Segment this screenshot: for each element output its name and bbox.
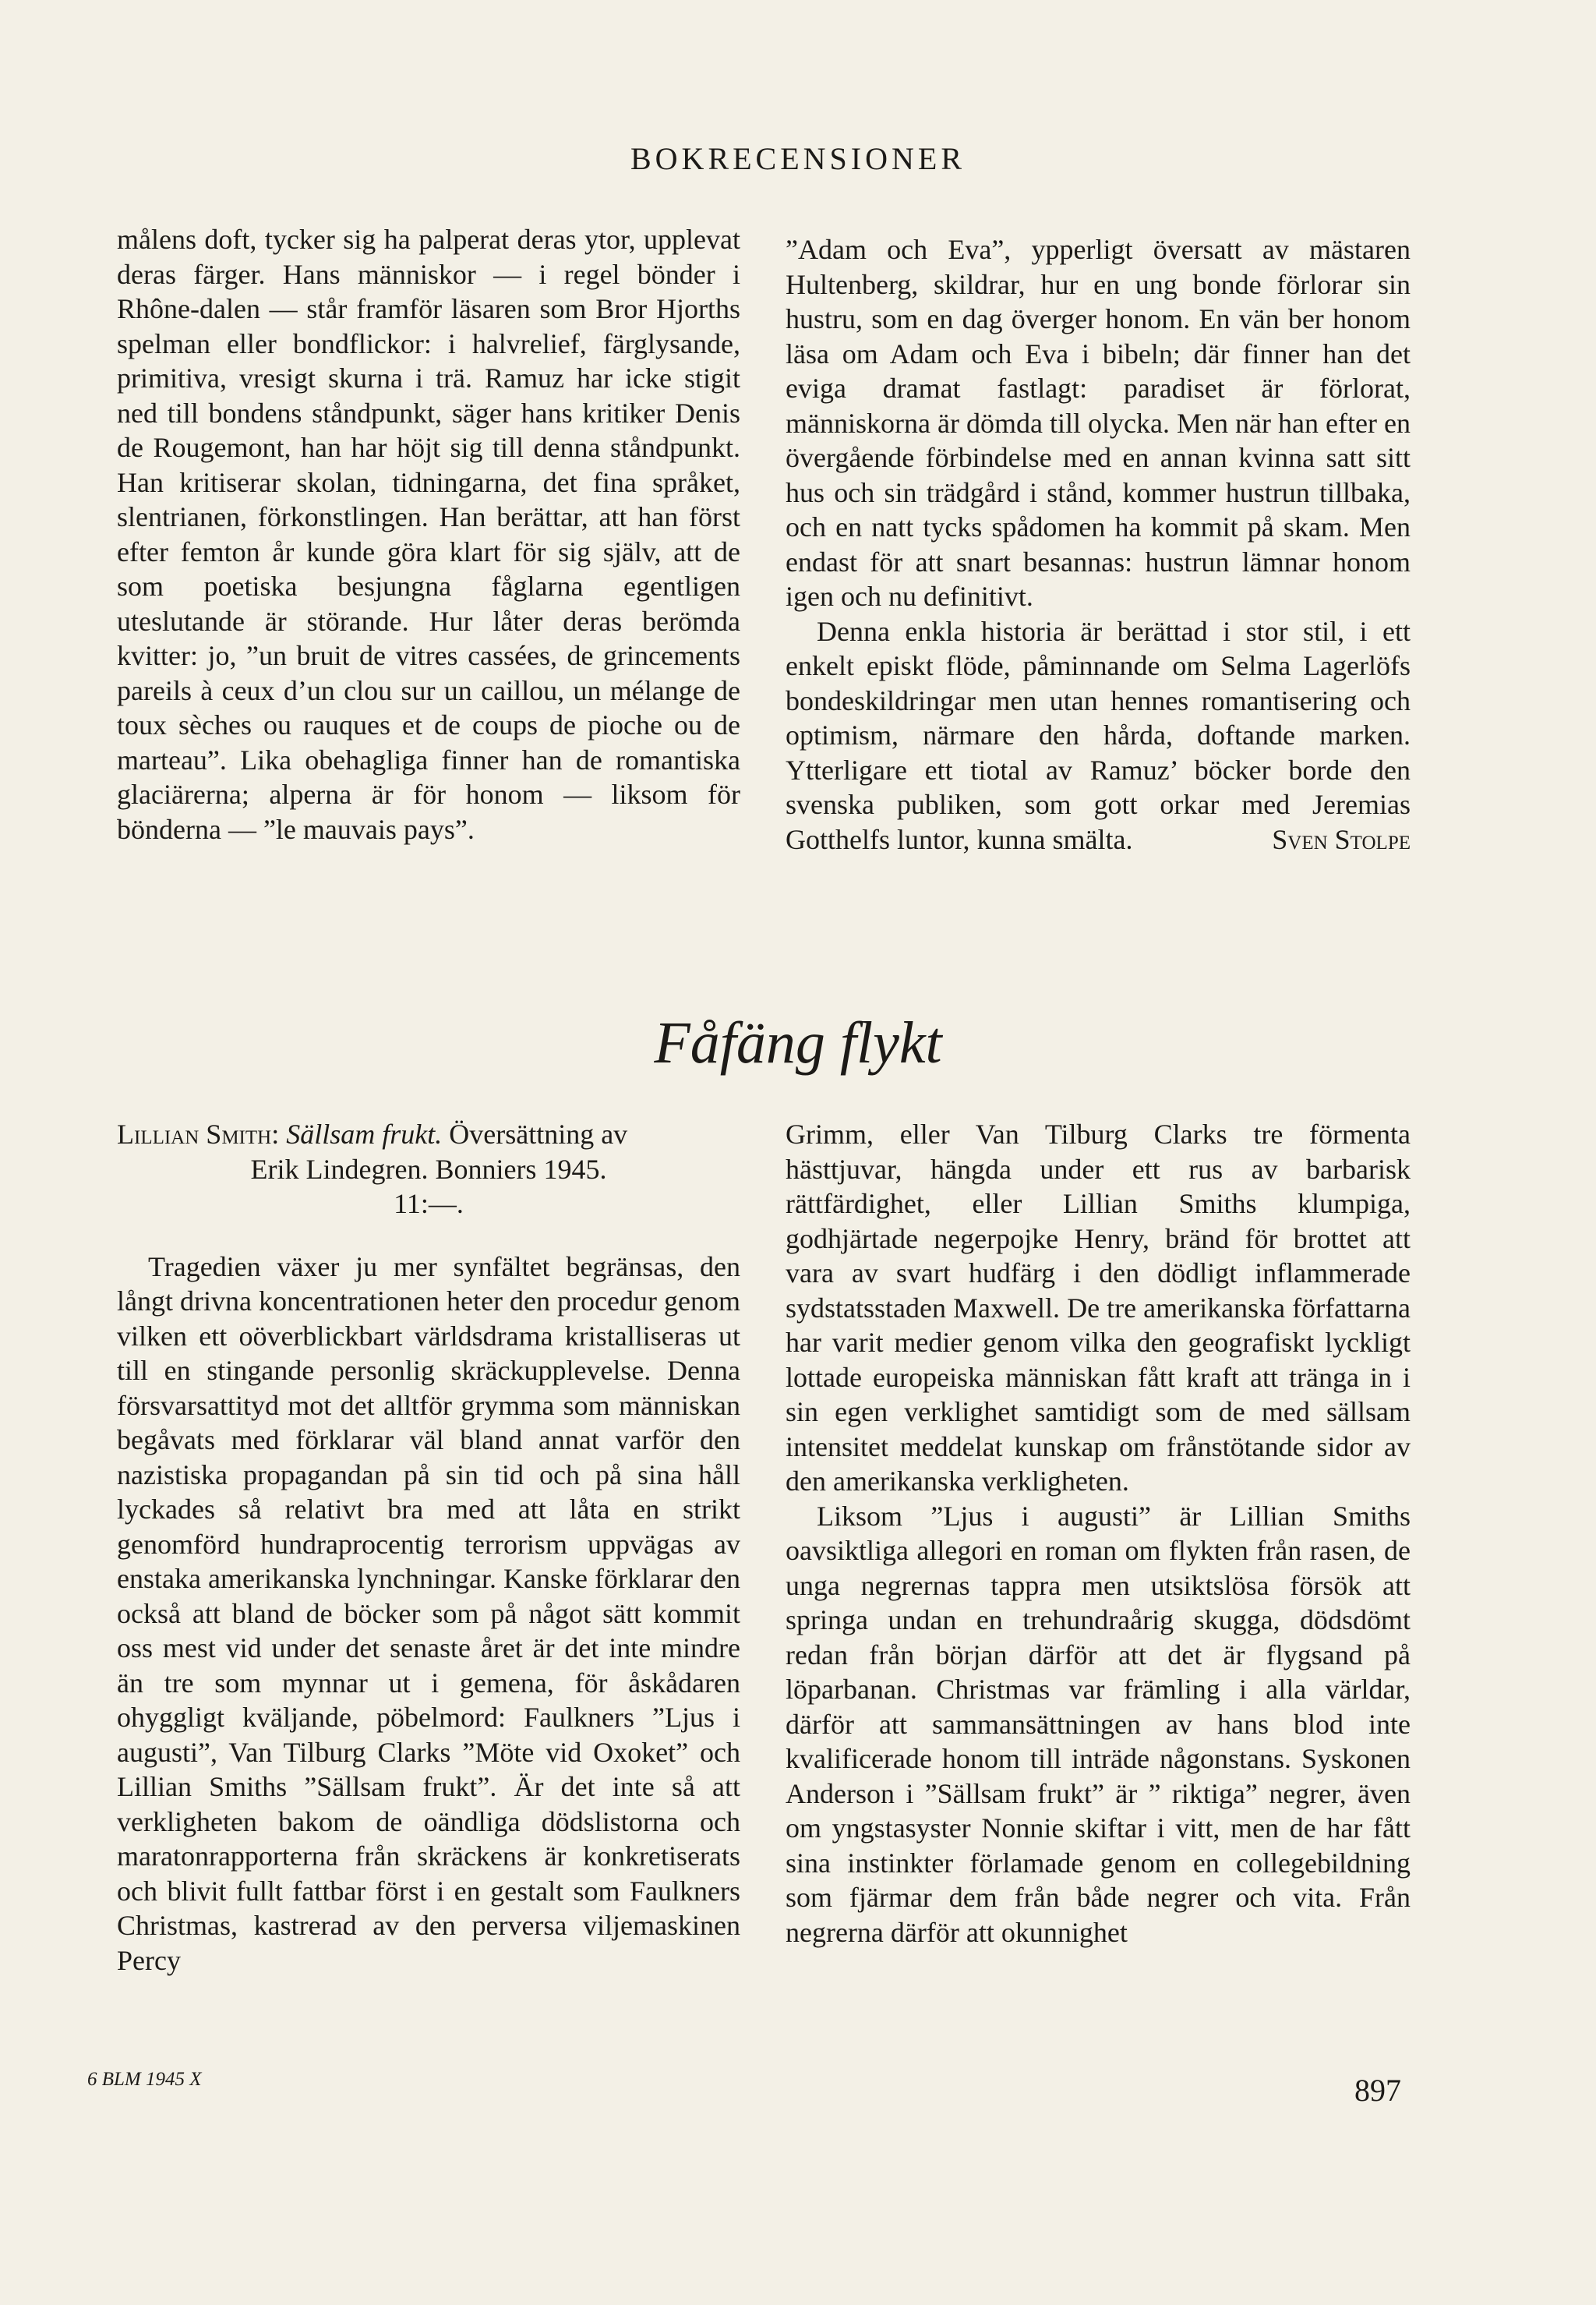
page-number: 897 <box>1354 2073 1401 2108</box>
review1-signature: Sven Stolpe <box>1272 824 1411 855</box>
review1-left-text: målens doft, tycker sig ha palperat deras ytor, upplevat deras färger. Hans människor — i regel bönder i Rhône-dalen — står framför läsaren som Bror Hjorths spelman eller bondflickor: i halvrelief, färglysande, primitiva, vresigt skurna i trä. Ramuz har icke stigit ned till bondens ståndpunkt, säger hans kritiker Denis de Rougemont, han har höjt sig till denna ståndpunkt. Han kritiserar skolan, tidningarna, det fina språket, slentrianen, förkonstlingen. Han berättar, att han först efter femton år kunde göra klart för sig själv, att de som poetiska besjungna fåglarna egentligen uteslutande är störande. Hur låter deras berömda kvitter: jo, ”un bruit de vitres cassées, de grincements pareils à ceux d’un clou sur un caillou, un mélange de toux sèches ou rauques et de coups de pioche ou de marteau”. Lika obehagliga finner han de romantiska glaciärerna; alperna är för honom — liksom för bönderna — ”le mauvais pays”. <box>117 224 740 845</box>
review1-right-column <box>786 232 1411 857</box>
review1-right-paragraph-1: ”Adam och Eva”, ypperligt översatt av mästaren Hultenberg, skildrar, hur en ung bonde förlorar sin hustru, som en dag överger honom. En vän ber honom läsa om Adam och Eva i bibeln; där finner han det eviga dramat fastlagt: paradiset är förlorat, människorna är dömda till olycka. Men när han efter en övergående förbindelse med en annan kvinna satt sitt hus och sin trädgård i stånd, kommer hustrun tillbaka, och en natt tycks spådomen ha kommit på skam. Men endast för att snart besannas: hustrun lämnar honom igen och nu definitivt. <box>786 234 1411 612</box>
book-title: Sällsam frukt. <box>286 1119 443 1150</box>
review2-left-column <box>117 1117 740 1978</box>
review2-right-paragraph-2: Liksom ”Ljus i augusti” är Lillian Smiths oavsiktliga allegori en roman om flykten från rasen, de unga negrernas tappra men utsiktslösa försök att springa undan en trehundraårig skugga, dödsdömt redan från början därför att det är flygsand på löparbanan. Christmas var främling i alla världar, därför att sammansättningen av hans blod inte kvalificerade honom till inträde någonstans. Syskonen Anderson i ”Sällsam frukt” är ” riktiga” negrer, även om yngstasyster Nonnie skiftar i vitt, men de har fått sina instinkter förlamade genom en collegebildning som fjärmar dem från både negrer och vita. Från negrerna därför att okunnighet <box>786 1500 1411 1948</box>
article-title: Fåfäng flykt <box>654 1010 942 1076</box>
review2-right-column <box>786 1117 1411 1950</box>
book-author: Lillian Smith <box>117 1119 272 1150</box>
bibliography-line-2: Erik Lindegren. Bonniers 1945. <box>250 1153 607 1185</box>
review2-right-paragraph-1: Grimm, eller Van Tilburg Clarks tre förmenta hästtjuvar, hängda under ett rus av barbarisk rättfärdighet, eller Lillian Smiths klumpiga, godhjärtade negerpojke Henry, bränd för brottet att vara av svart hudfärg i den dödligt inflammerade sydstatsstaden Maxwell. De tre amerikanska författarna har varit medier genom vilka den geografiskt lyckligt lottade europeiska människan fått kraft att tränga in i sin egen verklighet samtidigt som de med sällsam intensitet meddelat kunskap om frånstötande sidor av den amerikanska verkligheten. <box>786 1119 1411 1497</box>
bibliography-translation: Översättning av <box>449 1119 628 1150</box>
book-price: 11:—. <box>394 1188 464 1219</box>
printer-signature-mark: 6 BLM 1945 X <box>87 2069 202 2090</box>
review1-left-column <box>117 222 740 847</box>
bibliography-line-1: Lillian Smith: Sällsam frukt. Översättning av <box>117 1119 628 1150</box>
review2-left-text: Tragedien växer ju mer synfältet begränsas, den långt drivna koncentrationen heter den procedur genom vilken ett oöverblickbart världsdrama kristalliseras ut till en stingande personlig skräckupplevelse. Denna försvarsattityd mot det alltför grymma som människan begåvats med förklarar väl bland annat varför den nazistiska propagandan på sin tid och på sina håll lyckades så relativt bra med att låta en strikt genomförd hundraprocentig terrorism uppvägas av enstaka amerikanska lynchningar. Kanske förklarar den också att bland de böcker som på något sätt kommit oss mest vid under det senaste året är det inte mindre än tre som mynnar ut i gemena, för åskådaren ohyggligt kväljande, pöbelmord: Faulkners ”Ljus i augusti”, Van Tilburg Clarks ”Möte vid Oxoket” och Lillian Smiths ”Sällsam frukt”. Är det inte så att verkligheten bakom de oändliga dödslistorna och maratonrapporterna från skräckens är konkretiserats och blivit fullt fattbar först i en gestalt som Faulkners Christmas, kastrerad av den perversa viljemaskinen Percy <box>117 1250 740 1976</box>
review1-right-paragraph-2: Denna enkla historia är berättad i stor stil, i ett enkelt episkt flöde, påminnande om Selma Lagerlöfs bondeskildringar men utan hennes romantisering och optimism, närmare den hårda, doftande marken. Ytterligare ett tiotal av Ramuz’ böcker borde den svenska publiken, som gott orkar med Jeremias Gotthelfs luntor, kunna smälta. <box>786 615 1411 855</box>
review1-closing <box>786 614 1411 857</box>
running-head: BOKRECENSIONER <box>630 141 966 176</box>
bibliography <box>117 1117 740 1221</box>
